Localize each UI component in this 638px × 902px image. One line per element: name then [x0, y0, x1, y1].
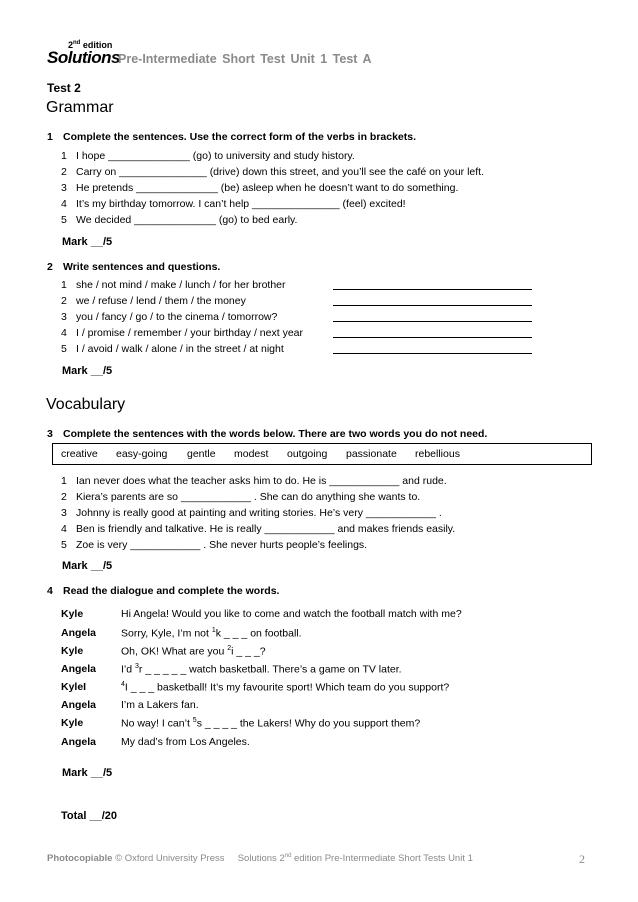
- header-subtitle: Pre-Intermediate Short Test Unit 1 Test A: [118, 52, 372, 66]
- dialogue-line: Sorry, Kyle, I’m not $^1$k _ _ _ on football.: [121, 627, 302, 640]
- q1-item: 2 Carry on _______________ (drive) down this street, and you’ll see the café on your left.: [61, 166, 484, 178]
- edition-label: 2nd edition: [68, 40, 113, 50]
- q1-item: 3 He pretends ______________ (be) asleep when he doesn’t want to do something.: [61, 182, 459, 194]
- word-option: modest: [234, 448, 269, 460]
- dialogue-line: Hi Angela! Would you like to come and watch the football match with me?: [121, 608, 462, 620]
- dialogue-speaker: Kyle: [61, 717, 84, 729]
- dialogue-line: Oh, OK! What are you $^2$i _ _ _?: [121, 645, 266, 658]
- section-title-vocabulary: Vocabulary: [46, 396, 126, 413]
- dialogue-speaker: Angela: [61, 736, 97, 748]
- dialogue-line: No way! I can’t $^5$s _ _ _ _ the Lakers! Why do you support them?: [121, 717, 421, 730]
- brand-logo: Solutions: [47, 48, 120, 67]
- q1-item: 5 We decided ______________ (go) to bed early.: [61, 214, 298, 226]
- q2-item: 4 I / promise / remember / your birthday / next year: [61, 327, 304, 339]
- question-4-title: 4 Read the dialogue and complete the words.: [47, 585, 280, 597]
- question-1-title: 1 Complete the sentences. Use the correct form of the verbs in brackets.: [47, 131, 417, 143]
- section-title-grammar: Grammar: [46, 99, 114, 116]
- word-option: rebellious: [415, 448, 460, 460]
- answer-line[interactable]: [333, 353, 532, 354]
- word-option: outgoing: [287, 448, 328, 460]
- answer-line[interactable]: [333, 305, 532, 306]
- q2-item: 3 you / fancy / go / to the cinema / tomorrow?: [61, 311, 278, 323]
- q2-item: 5 I / avoid / walk / alone / in the street / at night: [61, 343, 284, 355]
- q1-mark: Mark __/5: [62, 236, 113, 248]
- dialogue-line: My dad’s from Los Angeles.: [121, 736, 250, 748]
- dialogue-line: I’d $^3$r _ _ _ _ _ watch basketball. There’s a game on TV later.: [121, 663, 402, 676]
- q3-item: 5 Zoe is very ____________ . She never hurts people’s feelings.: [61, 539, 368, 551]
- question-3-title: 3 Complete the sentences with the words below. There are two words you do not need.: [47, 428, 488, 440]
- word-box: [52, 443, 592, 465]
- dialogue-speaker: Kyle: [61, 608, 84, 620]
- q3-item: 4 Ben is friendly and talkative. He is really ____________ and makes friends easily.: [61, 523, 456, 535]
- q4-mark: Mark __/5: [62, 767, 113, 779]
- q3-mark: Mark __/5: [62, 560, 113, 572]
- test-title: Test 2: [47, 81, 81, 95]
- dialogue-speaker: KyleI: [61, 681, 87, 693]
- dialogue-line: $^4$I _ _ _ basketball! It’s my favourite sport! Which team do you support?: [121, 681, 450, 694]
- q2-item: 1 she / not mind / make / lunch / for her brother: [61, 279, 286, 291]
- word-option: creative: [61, 448, 98, 460]
- q3-item: 3 Johnny is really good at painting and writing stories. He’s very ____________ .: [61, 507, 442, 519]
- page-number: 2: [579, 852, 585, 866]
- footer-text: Photocopiable © Oxford University Press Solutions 2nd edition Pre-Intermediate Short Tests Unit 1: [47, 853, 473, 865]
- answer-line[interactable]: [333, 289, 532, 290]
- dialogue-speaker: Angela: [61, 699, 97, 711]
- dialogue-speaker: Angela: [61, 627, 97, 639]
- q3-item: 1 Ian never does what the teacher asks him to do. He is ____________ and rude.: [61, 475, 447, 487]
- dialogue-line: I’m a Lakers fan.: [121, 699, 199, 711]
- q2-mark: Mark __/5: [62, 365, 113, 377]
- q2-item: 2 we / refuse / lend / them / the money: [61, 295, 246, 307]
- word-option: passionate: [346, 448, 397, 460]
- q1-item: 4 It’s my birthday tomorrow. I can’t help _______________ (feel) excited!: [61, 198, 406, 210]
- dialogue-speaker: Angela: [61, 663, 97, 675]
- question-2-title: 2 Write sentences and questions.: [47, 261, 221, 273]
- q1-item: 1 I hope ______________ (go) to university and study history.: [61, 150, 355, 162]
- dialogue-speaker: Kyle: [61, 645, 84, 657]
- answer-line[interactable]: [333, 321, 532, 322]
- word-option: gentle: [187, 448, 216, 460]
- answer-line[interactable]: [333, 337, 532, 338]
- total-score: Total __/20: [61, 810, 118, 822]
- q3-item: 2 Kiera’s parents are so ____________ . She can do anything she wants to.: [61, 491, 421, 503]
- word-option: easy-going: [116, 448, 168, 460]
